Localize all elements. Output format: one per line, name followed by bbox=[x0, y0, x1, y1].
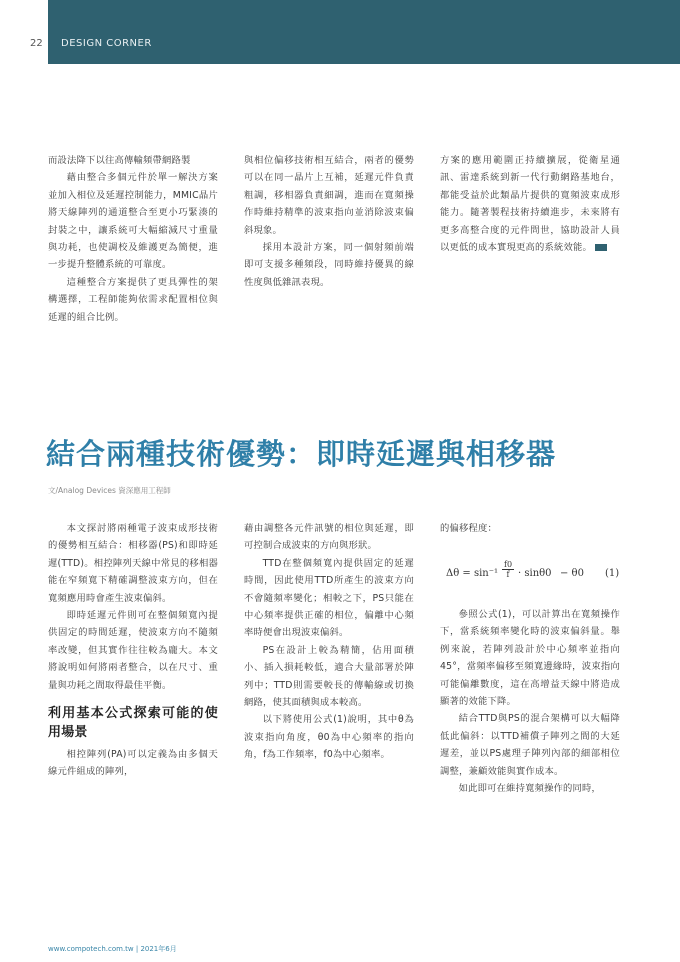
top-column-2 bbox=[244, 152, 414, 291]
article-column-3 bbox=[440, 606, 620, 797]
equation-fraction bbox=[502, 560, 514, 579]
paragraph: 這種整合方案提供了更具彈性的架構選擇，工程師能夠依需求配置相位與延遲的組合比例。 bbox=[48, 276, 218, 323]
paragraph: 而設法降下以往高傳輸頻帶網路製 bbox=[48, 155, 191, 166]
header-band bbox=[48, 0, 680, 64]
paragraph: 結合TTD與PS的混合架構可以大幅降低此偏斜：以TTD補償子陣列之間的大延遲差，並以PS處理子陣列內部的細部相位調整，兼顧效能與實作成本。 bbox=[440, 713, 620, 777]
equation-middle: · sinθ0 bbox=[518, 568, 552, 579]
paragraph: 藉由調整各元件訊號的相位與延遲，即可控制合成波束的方向與形狀。 bbox=[244, 523, 414, 552]
paragraph: 以下將使用公式(1)說明，其中θ為波束指向角度，θ0為中心頻率的指向角，f為工作頻率，f0為中心頻率。 bbox=[244, 714, 414, 761]
article-title: 結合兩種技術優勢：即時延遲與相移器 bbox=[46, 437, 557, 471]
footer-url[interactable]: www.compotech.com.tw | 2021年6月 bbox=[48, 945, 177, 953]
equation-1 bbox=[440, 560, 620, 596]
equation-number: (1) bbox=[605, 568, 620, 579]
paragraph: 方案的應用範圍正持續擴展，從衛星通訊、雷達系統到新一代行動網路基地台，都能受益於此類晶片提供的寬頻波束成形能力。隨著製程技術持續進步，未來將有更多高整合度的元件問世，協助設計人員以更低的成本實現更高的系統效能。 bbox=[440, 155, 620, 254]
top-column-1 bbox=[48, 152, 218, 326]
equation-lhs: Δθ = sin⁻¹ bbox=[446, 568, 499, 579]
fraction-denominator: f bbox=[506, 570, 510, 579]
article-column-3-head bbox=[440, 520, 620, 537]
equation-tail: − θ0 bbox=[560, 568, 584, 579]
article-column-1 bbox=[48, 520, 218, 781]
fraction-numerator: f0 bbox=[504, 560, 513, 569]
article-byline: 文/Analog Devices 資深應用工程師 bbox=[48, 486, 171, 495]
paragraph: 與相位偏移技術相互結合，兩者的優勢可以在同一晶片上互補，延遲元件負責粗調，移相器負責細調，進而在寬頻操作時維持精準的波束指向並消除波束偏斜現象。 bbox=[244, 155, 414, 236]
paragraph: 如此即可在維持寬頻操作的同時， bbox=[458, 783, 602, 795]
page-number: 22 bbox=[30, 38, 43, 49]
paragraph: 相控陣列(PA)可以定義為由多個天線元件組成的陣列， bbox=[48, 749, 218, 778]
paragraph: 本文探討將兩種電子波束成形技術的優勢相互結合：相移器(PS)和即時延遲(TTD)。相控陣列天線中常見的移相器能在窄頻寬下精確調整波束方向，但在寬頻應用時會產生波束偏斜。 bbox=[48, 523, 218, 604]
paragraph: 藉由整合多個元件於單一解決方案並加入相位及延遲控制能力，MMIC晶片將天線陣列的通道整合至更小巧緊湊的封裝之中，讓系統可大幅縮減尺寸重量與功耗，也使調校及維護更為簡便，進一步提升整體系統的可靠度。 bbox=[48, 172, 218, 271]
paragraph: 參照公式(1)，可以計算出在寬頻操作下，當系統頻率變化時的波束偏斜量。舉例來說，若陣列設計於中心頻率並指向45°，當頻率偏移至頻寬邊緣時，波束指向可能偏離數度，這在高增益天線中將造成顯著的效能下降。 bbox=[440, 609, 620, 708]
paragraph: 的偏移程度： bbox=[440, 523, 497, 534]
article-column-2 bbox=[244, 520, 414, 764]
end-mark-icon bbox=[595, 244, 607, 251]
paragraph: PS在設計上較為精簡，佔用面積小、插入損耗較低，適合大量部署於陣列中；TTD則需要較長的傳輸線或切換網路，使其面積與成本較高。 bbox=[244, 644, 414, 709]
paragraph: 採用本設計方案，同一個射頻前端即可支援多種頻段，同時維持優異的線性度與低雜訊表現。 bbox=[244, 242, 414, 288]
top-column-3 bbox=[440, 152, 620, 256]
section-label: DESIGN CORNER bbox=[61, 38, 152, 49]
paragraph: 即時延遲元件則可在整個頻寬內提供固定的時間延遲，使波束方向不隨頻率改變，但其實作往往較為龐大。本文將說明如何將兩者整合，以在尺寸、重量與功耗之間取得最佳平衡。 bbox=[48, 610, 218, 691]
section-heading: 利用基本公式探索可能的使用場景 bbox=[48, 706, 218, 741]
paragraph: TTD在整個頻寬內提供固定的延遲時間，因此使用TTD所產生的波束方向不會隨頻率變化；相較之下，PS只能在中心頻率提供正確的相位，偏離中心頻率時便會出現波束偏斜。 bbox=[244, 557, 414, 639]
